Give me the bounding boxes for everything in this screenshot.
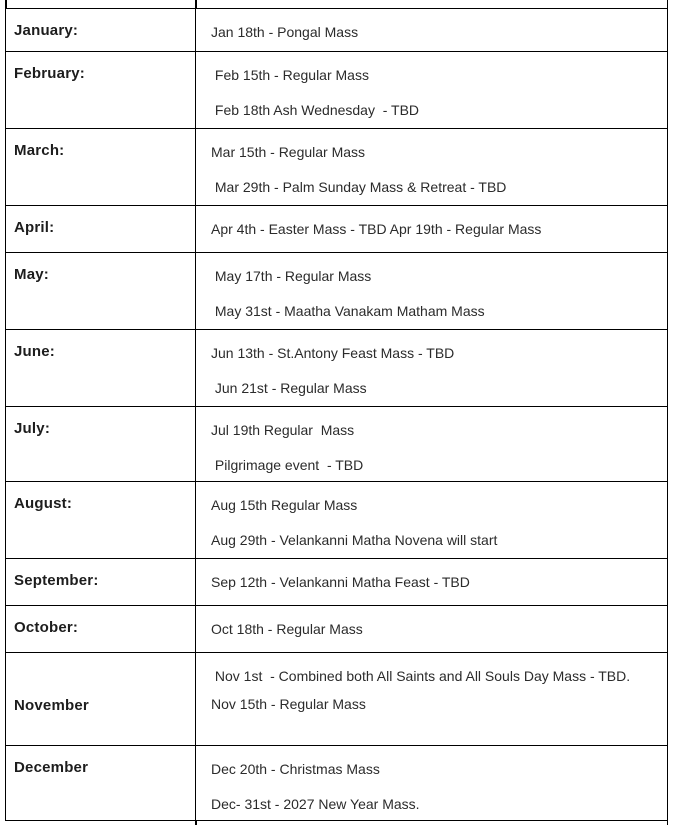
- table-row-april: [6, 206, 667, 253]
- event-line: May 31st - Maatha Vanakam Matham Mass: [211, 303, 485, 319]
- events-cell: [196, 330, 667, 406]
- event-line: Jan 18th - Pongal Mass: [211, 24, 359, 40]
- events-cell: [196, 52, 667, 128]
- month-cell: [6, 482, 196, 558]
- event-line: Aug 29th - Velankanni Matha Novena will start: [211, 532, 498, 548]
- month-label: August:: [14, 495, 73, 512]
- event-line: Nov 15th - Regular Mass: [211, 696, 366, 712]
- table-row-february: [6, 52, 667, 129]
- gridline-stub-bottom-right: [667, 821, 669, 825]
- month-cell: [6, 330, 196, 406]
- month-cell: [6, 52, 196, 128]
- month-label: November: [14, 697, 89, 714]
- month-cell: [6, 253, 196, 329]
- month-cell: [6, 9, 196, 51]
- event-line: Feb 18th Ash Wednesday - TBD: [211, 102, 420, 118]
- events-cell: [196, 407, 667, 481]
- event-line: Pilgrimage event - TBD: [211, 457, 364, 473]
- table-row-may: [6, 253, 667, 330]
- table-row-august: [6, 482, 667, 559]
- table-row-november: [6, 653, 667, 746]
- month-label: May:: [14, 266, 49, 283]
- table-row-june: [6, 330, 667, 407]
- table-row-march: [6, 129, 667, 206]
- event-line: Jul 19th Regular Mass: [211, 422, 355, 438]
- month-cell: [6, 407, 196, 481]
- events-cell: [196, 746, 667, 820]
- month-cell: [6, 206, 196, 252]
- gridline-stub-top-divider: [195, 0, 197, 8]
- month-label: October:: [14, 619, 79, 636]
- month-cell: [6, 606, 196, 652]
- event-line: Apr 4th - Easter Mass - TBD Apr 19th - Regular Mass: [211, 221, 542, 237]
- events-cell: [196, 253, 667, 329]
- table-row-december: [6, 746, 667, 820]
- event-line: Jun 21st - Regular Mass: [211, 380, 367, 396]
- event-line: Dec- 31st - 2027 New Year Mass.: [211, 796, 420, 812]
- event-line: Aug 15th Regular Mass: [211, 497, 358, 513]
- events-cell: [196, 482, 667, 558]
- month-label: January:: [14, 22, 79, 39]
- month-label: December: [14, 759, 89, 776]
- event-line: Oct 18th - Regular Mass: [211, 621, 363, 637]
- event-line: Mar 15th - Regular Mass: [211, 144, 366, 160]
- gridline-stub-bottom-divider: [195, 821, 197, 825]
- table-row-january: [6, 9, 667, 52]
- gridline-stub-top-left: [5, 0, 7, 8]
- month-cell: [6, 653, 196, 745]
- event-line: Mar 29th - Palm Sunday Mass & Retreat - TBD: [211, 179, 507, 195]
- event-line: Jun 13th - St.Antony Feast Mass - TBD: [211, 345, 455, 361]
- event-line: Dec 20th - Christmas Mass: [211, 761, 380, 777]
- events-cell: [196, 559, 667, 605]
- table-row-october: [6, 606, 667, 653]
- events-cell: [196, 129, 667, 205]
- month-label: September:: [14, 572, 99, 589]
- event-line: Feb 15th - Regular Mass: [211, 67, 369, 83]
- events-cell: [196, 9, 667, 51]
- schedule-table: [5, 8, 668, 821]
- month-cell: [6, 746, 196, 820]
- month-label: April:: [14, 219, 55, 236]
- event-line: May 17th - Regular Mass: [211, 268, 372, 284]
- gridline-stub-top-right: [667, 0, 669, 8]
- events-cell: [196, 653, 667, 745]
- month-cell: [6, 559, 196, 605]
- table-row-september: [6, 559, 667, 606]
- month-label: June:: [14, 343, 56, 360]
- event-line: Nov 1st - Combined both All Saints and All Souls Day Mass - TBD.: [211, 668, 631, 684]
- month-label: July:: [14, 420, 51, 437]
- events-cell: [196, 206, 667, 252]
- month-label: February:: [14, 65, 85, 82]
- month-cell: [6, 129, 196, 205]
- month-label: March:: [14, 142, 65, 159]
- table-row-july: [6, 407, 667, 482]
- event-line: Sep 12th - Velankanni Matha Feast - TBD: [211, 574, 470, 590]
- events-cell: [196, 606, 667, 652]
